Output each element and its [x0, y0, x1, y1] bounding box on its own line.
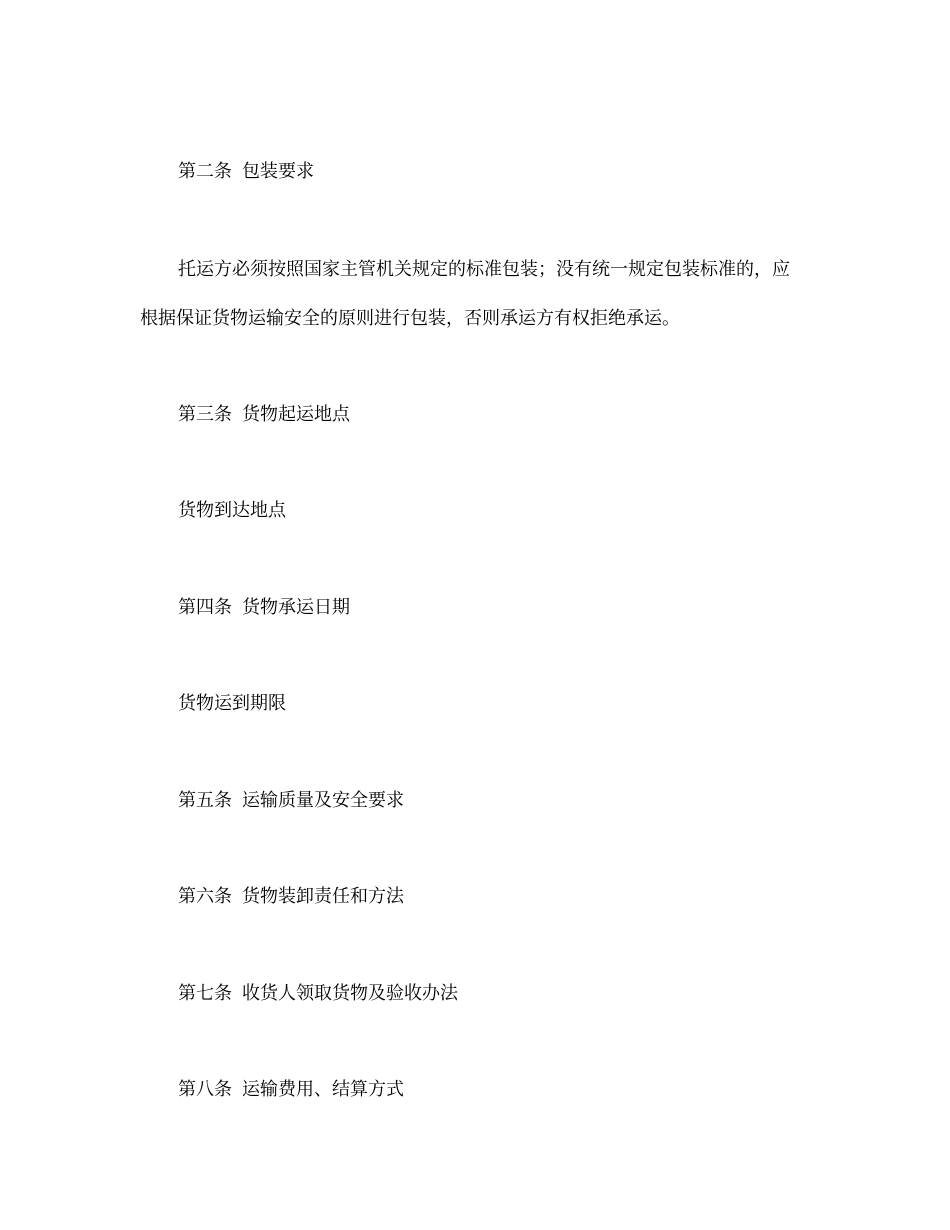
- article-3-heading: [178, 403, 350, 427]
- article-3-sub: 货物到达地点: [178, 500, 286, 521]
- article-2-body-line-2: 根据保证货物运输安全的原则进行包装，否则承运方有权拒绝承运。: [140, 308, 680, 329]
- article-5-title: 运输质量及安全要求: [242, 790, 404, 811]
- article-2-title: 包装要求: [242, 161, 314, 182]
- article-8-number: 第八条: [178, 1079, 232, 1100]
- article-5-number: 第五条: [178, 790, 232, 811]
- article-4-title: 货物承运日期: [242, 597, 350, 618]
- article-4-sub: 货物运到期限: [178, 693, 286, 714]
- article-8-heading: [178, 1078, 404, 1102]
- article-8-title: 运输费用、结算方式: [242, 1079, 404, 1100]
- article-6-number: 第六条: [178, 886, 232, 907]
- article-7-title: 收货人领取货物及验收办法: [242, 983, 458, 1004]
- article-5-heading: [178, 789, 404, 813]
- article-7-number: 第七条: [178, 983, 232, 1004]
- article-4-number: 第四条: [178, 597, 232, 618]
- article-6-title: 货物装卸责任和方法: [242, 886, 404, 907]
- article-6-heading: [178, 885, 404, 909]
- article-4-heading: [178, 596, 350, 620]
- article-2-number: 第二条: [178, 161, 232, 182]
- article-3-number: 第三条: [178, 404, 232, 425]
- article-2-body-line-1: 托运方必须按照国家主管机关规定的标准包装；没有统一规定包装标准的，应: [178, 259, 790, 280]
- article-3-title: 货物起运地点: [242, 404, 350, 425]
- article-2-heading: [178, 160, 314, 184]
- article-7-heading: [178, 982, 458, 1006]
